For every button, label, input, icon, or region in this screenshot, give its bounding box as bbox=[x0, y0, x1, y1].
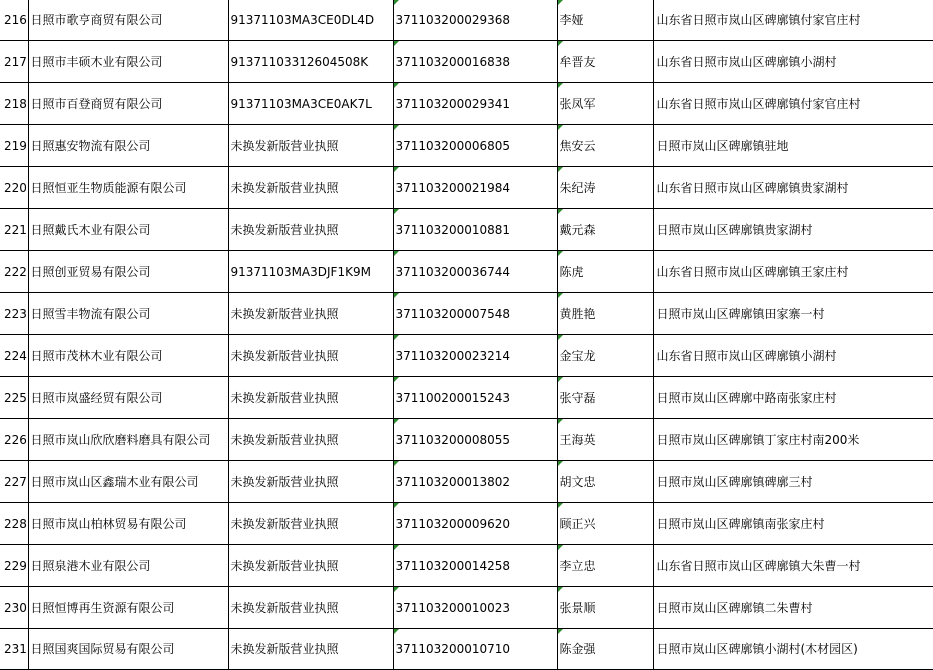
table-row bbox=[0, 587, 933, 629]
row-index-cell[interactable]: 224 bbox=[0, 335, 28, 377]
legal-representative-cell[interactable]: 王海英 bbox=[557, 419, 653, 461]
credit-code-cell[interactable]: 未换发新版营业执照 bbox=[228, 503, 393, 545]
row-index-cell[interactable]: 218 bbox=[0, 83, 28, 125]
credit-code-cell[interactable]: 未换发新版营业执照 bbox=[228, 335, 393, 377]
credit-code-cell[interactable]: 未换发新版营业执照 bbox=[228, 209, 393, 251]
credit-code-cell[interactable]: 未换发新版营业执照 bbox=[228, 125, 393, 167]
registration-number-cell[interactable]: 371103200029341 bbox=[393, 83, 557, 125]
address-cell[interactable]: 日照市岚山区碑廓镇贵家湖村 bbox=[653, 209, 933, 251]
address-cell[interactable]: 山东省日照市岚山区碑廓镇小湖村 bbox=[653, 41, 933, 83]
address-cell[interactable]: 日照市岚山区碑廓镇南张家庄村 bbox=[653, 503, 933, 545]
registration-number-cell[interactable]: 371103200021984 bbox=[393, 167, 557, 209]
table-row bbox=[0, 251, 933, 293]
table-row bbox=[0, 461, 933, 503]
address-cell[interactable]: 山东省日照市岚山区碑廓镇大朱曹一村 bbox=[653, 545, 933, 587]
row-index-cell[interactable]: 230 bbox=[0, 587, 28, 629]
company-name-cell[interactable]: 日照市岚山欣欣磨料磨具有限公司 bbox=[28, 419, 228, 461]
credit-code-cell[interactable]: 未换发新版营业执照 bbox=[228, 293, 393, 335]
registration-number-cell[interactable]: 371103200016838 bbox=[393, 41, 557, 83]
credit-code-cell[interactable]: 未换发新版营业执照 bbox=[228, 377, 393, 419]
table-row bbox=[0, 209, 933, 251]
registration-number-cell[interactable]: 371100200015243 bbox=[393, 377, 557, 419]
credit-code-cell[interactable]: 91371103MA3DJF1K9M bbox=[228, 251, 393, 293]
registration-number-cell[interactable]: 371103200023214 bbox=[393, 335, 557, 377]
address-cell[interactable]: 日照市岚山区碑廓镇丁家庄村南200米 bbox=[653, 419, 933, 461]
company-name-cell[interactable]: 日照泉港木业有限公司 bbox=[28, 545, 228, 587]
row-index-cell[interactable]: 228 bbox=[0, 503, 28, 545]
table-row bbox=[0, 83, 933, 125]
legal-representative-cell[interactable]: 金宝龙 bbox=[557, 335, 653, 377]
company-name-cell[interactable]: 日照市歌亨商贸有限公司 bbox=[28, 0, 228, 41]
legal-representative-cell[interactable]: 牟晋友 bbox=[557, 41, 653, 83]
legal-representative-cell[interactable]: 张凤军 bbox=[557, 83, 653, 125]
row-index-cell[interactable]: 217 bbox=[0, 41, 28, 83]
legal-representative-cell[interactable]: 朱纪涛 bbox=[557, 167, 653, 209]
legal-representative-cell[interactable]: 李娅 bbox=[557, 0, 653, 41]
table-row bbox=[0, 0, 933, 41]
table-row bbox=[0, 545, 933, 587]
row-index-cell[interactable]: 222 bbox=[0, 251, 28, 293]
credit-code-cell[interactable]: 未换发新版营业执照 bbox=[228, 461, 393, 503]
legal-representative-cell[interactable]: 李立忠 bbox=[557, 545, 653, 587]
table-row bbox=[0, 293, 933, 335]
legal-representative-cell[interactable]: 张景顺 bbox=[557, 587, 653, 629]
address-cell[interactable]: 日照市岚山区碑廓镇二朱曹村 bbox=[653, 587, 933, 629]
table-row bbox=[0, 419, 933, 461]
address-cell[interactable]: 日照市岚山区碑廓镇驻地 bbox=[653, 125, 933, 167]
address-cell[interactable]: 日照市岚山区碑廓镇小湖村(木材园区) bbox=[653, 629, 933, 670]
row-index-cell[interactable]: 219 bbox=[0, 125, 28, 167]
legal-representative-cell[interactable]: 张守磊 bbox=[557, 377, 653, 419]
registration-number-cell[interactable]: 371103200036744 bbox=[393, 251, 557, 293]
registration-number-cell[interactable]: 371103200013802 bbox=[393, 461, 557, 503]
row-index-cell[interactable]: 225 bbox=[0, 377, 28, 419]
address-cell[interactable]: 山东省日照市岚山区碑廓镇小湖村 bbox=[653, 335, 933, 377]
company-name-cell[interactable]: 日照市岚盛经贸有限公司 bbox=[28, 377, 228, 419]
row-index-cell[interactable]: 220 bbox=[0, 167, 28, 209]
row-index-cell[interactable]: 223 bbox=[0, 293, 28, 335]
credit-code-cell[interactable]: 91371103MA3CE0DL4D bbox=[228, 0, 393, 41]
address-cell[interactable]: 山东省日照市岚山区碑廓镇付家官庄村 bbox=[653, 83, 933, 125]
company-name-cell[interactable]: 日照国爽国际贸易有限公司 bbox=[28, 629, 228, 670]
company-name-cell[interactable]: 日照市百登商贸有限公司 bbox=[28, 83, 228, 125]
legal-representative-cell[interactable]: 陈虎 bbox=[557, 251, 653, 293]
table-row bbox=[0, 503, 933, 545]
credit-code-cell[interactable]: 未换发新版营业执照 bbox=[228, 419, 393, 461]
row-index-cell[interactable]: 231 bbox=[0, 629, 28, 670]
table-row bbox=[0, 125, 933, 167]
registration-number-cell[interactable]: 371103200010023 bbox=[393, 587, 557, 629]
company-name-cell[interactable]: 日照惠安物流有限公司 bbox=[28, 125, 228, 167]
registration-number-cell[interactable]: 371103200008055 bbox=[393, 419, 557, 461]
credit-code-cell[interactable]: 91371103MA3CE0AK7L bbox=[228, 83, 393, 125]
registration-number-cell[interactable]: 371103200029368 bbox=[393, 0, 557, 41]
address-cell[interactable]: 日照市岚山区碑廓镇碑廓三村 bbox=[653, 461, 933, 503]
credit-code-cell[interactable]: 未换发新版营业执照 bbox=[228, 545, 393, 587]
row-index-cell[interactable]: 216 bbox=[0, 0, 28, 41]
row-index-cell[interactable]: 221 bbox=[0, 209, 28, 251]
legal-representative-cell[interactable]: 顾正兴 bbox=[557, 503, 653, 545]
row-index-cell[interactable]: 227 bbox=[0, 461, 28, 503]
address-cell[interactable]: 山东省日照市岚山区碑廓镇贵家湖村 bbox=[653, 167, 933, 209]
registration-number-cell[interactable]: 371103200009620 bbox=[393, 503, 557, 545]
registration-number-cell[interactable]: 371103200014258 bbox=[393, 545, 557, 587]
address-cell[interactable]: 日照市岚山区碑廓镇田家寨一村 bbox=[653, 293, 933, 335]
credit-code-cell[interactable]: 未换发新版营业执照 bbox=[228, 167, 393, 209]
legal-representative-cell[interactable]: 黄胜艳 bbox=[557, 293, 653, 335]
address-cell[interactable]: 日照市岚山区碑廓中路南张家庄村 bbox=[653, 377, 933, 419]
table-row bbox=[0, 41, 933, 83]
address-cell[interactable]: 山东省日照市岚山区碑廓镇付家官庄村 bbox=[653, 0, 933, 41]
company-name-cell[interactable]: 日照雪丰物流有限公司 bbox=[28, 293, 228, 335]
credit-code-cell[interactable]: 未换发新版营业执照 bbox=[228, 629, 393, 670]
company-name-cell[interactable]: 日照恒亚生物质能源有限公司 bbox=[28, 167, 228, 209]
row-index-cell[interactable]: 226 bbox=[0, 419, 28, 461]
company-name-cell[interactable]: 日照市岚山区鑫瑞木业有限公司 bbox=[28, 461, 228, 503]
company-name-cell[interactable]: 日照市茂林木业有限公司 bbox=[28, 335, 228, 377]
table-row bbox=[0, 335, 933, 377]
company-name-cell[interactable]: 日照恒博再生资源有限公司 bbox=[28, 587, 228, 629]
table-row bbox=[0, 167, 933, 209]
legal-representative-cell[interactable]: 胡文忠 bbox=[557, 461, 653, 503]
company-name-cell[interactable]: 日照市丰硕木业有限公司 bbox=[28, 41, 228, 83]
credit-code-cell[interactable]: 91371103312604508K bbox=[228, 41, 393, 83]
company-name-cell[interactable]: 日照市岚山柏林贸易有限公司 bbox=[28, 503, 228, 545]
address-cell[interactable]: 山东省日照市岚山区碑廓镇王家庄村 bbox=[653, 251, 933, 293]
registration-number-cell[interactable]: 371103200010710 bbox=[393, 629, 557, 670]
row-index-cell[interactable]: 229 bbox=[0, 545, 28, 587]
registration-number-cell[interactable]: 371103200010881 bbox=[393, 209, 557, 251]
credit-code-cell[interactable]: 未换发新版营业执照 bbox=[228, 587, 393, 629]
company-name-cell[interactable]: 日照戴氏木业有限公司 bbox=[28, 209, 228, 251]
company-name-cell[interactable]: 日照创亚贸易有限公司 bbox=[28, 251, 228, 293]
registration-number-cell[interactable]: 371103200006805 bbox=[393, 125, 557, 167]
legal-representative-cell[interactable]: 焦安云 bbox=[557, 125, 653, 167]
table-row bbox=[0, 629, 933, 670]
table-row bbox=[0, 377, 933, 419]
legal-representative-cell[interactable]: 戴元森 bbox=[557, 209, 653, 251]
registration-number-cell[interactable]: 371103200007548 bbox=[393, 293, 557, 335]
legal-representative-cell[interactable]: 陈金强 bbox=[557, 629, 653, 670]
